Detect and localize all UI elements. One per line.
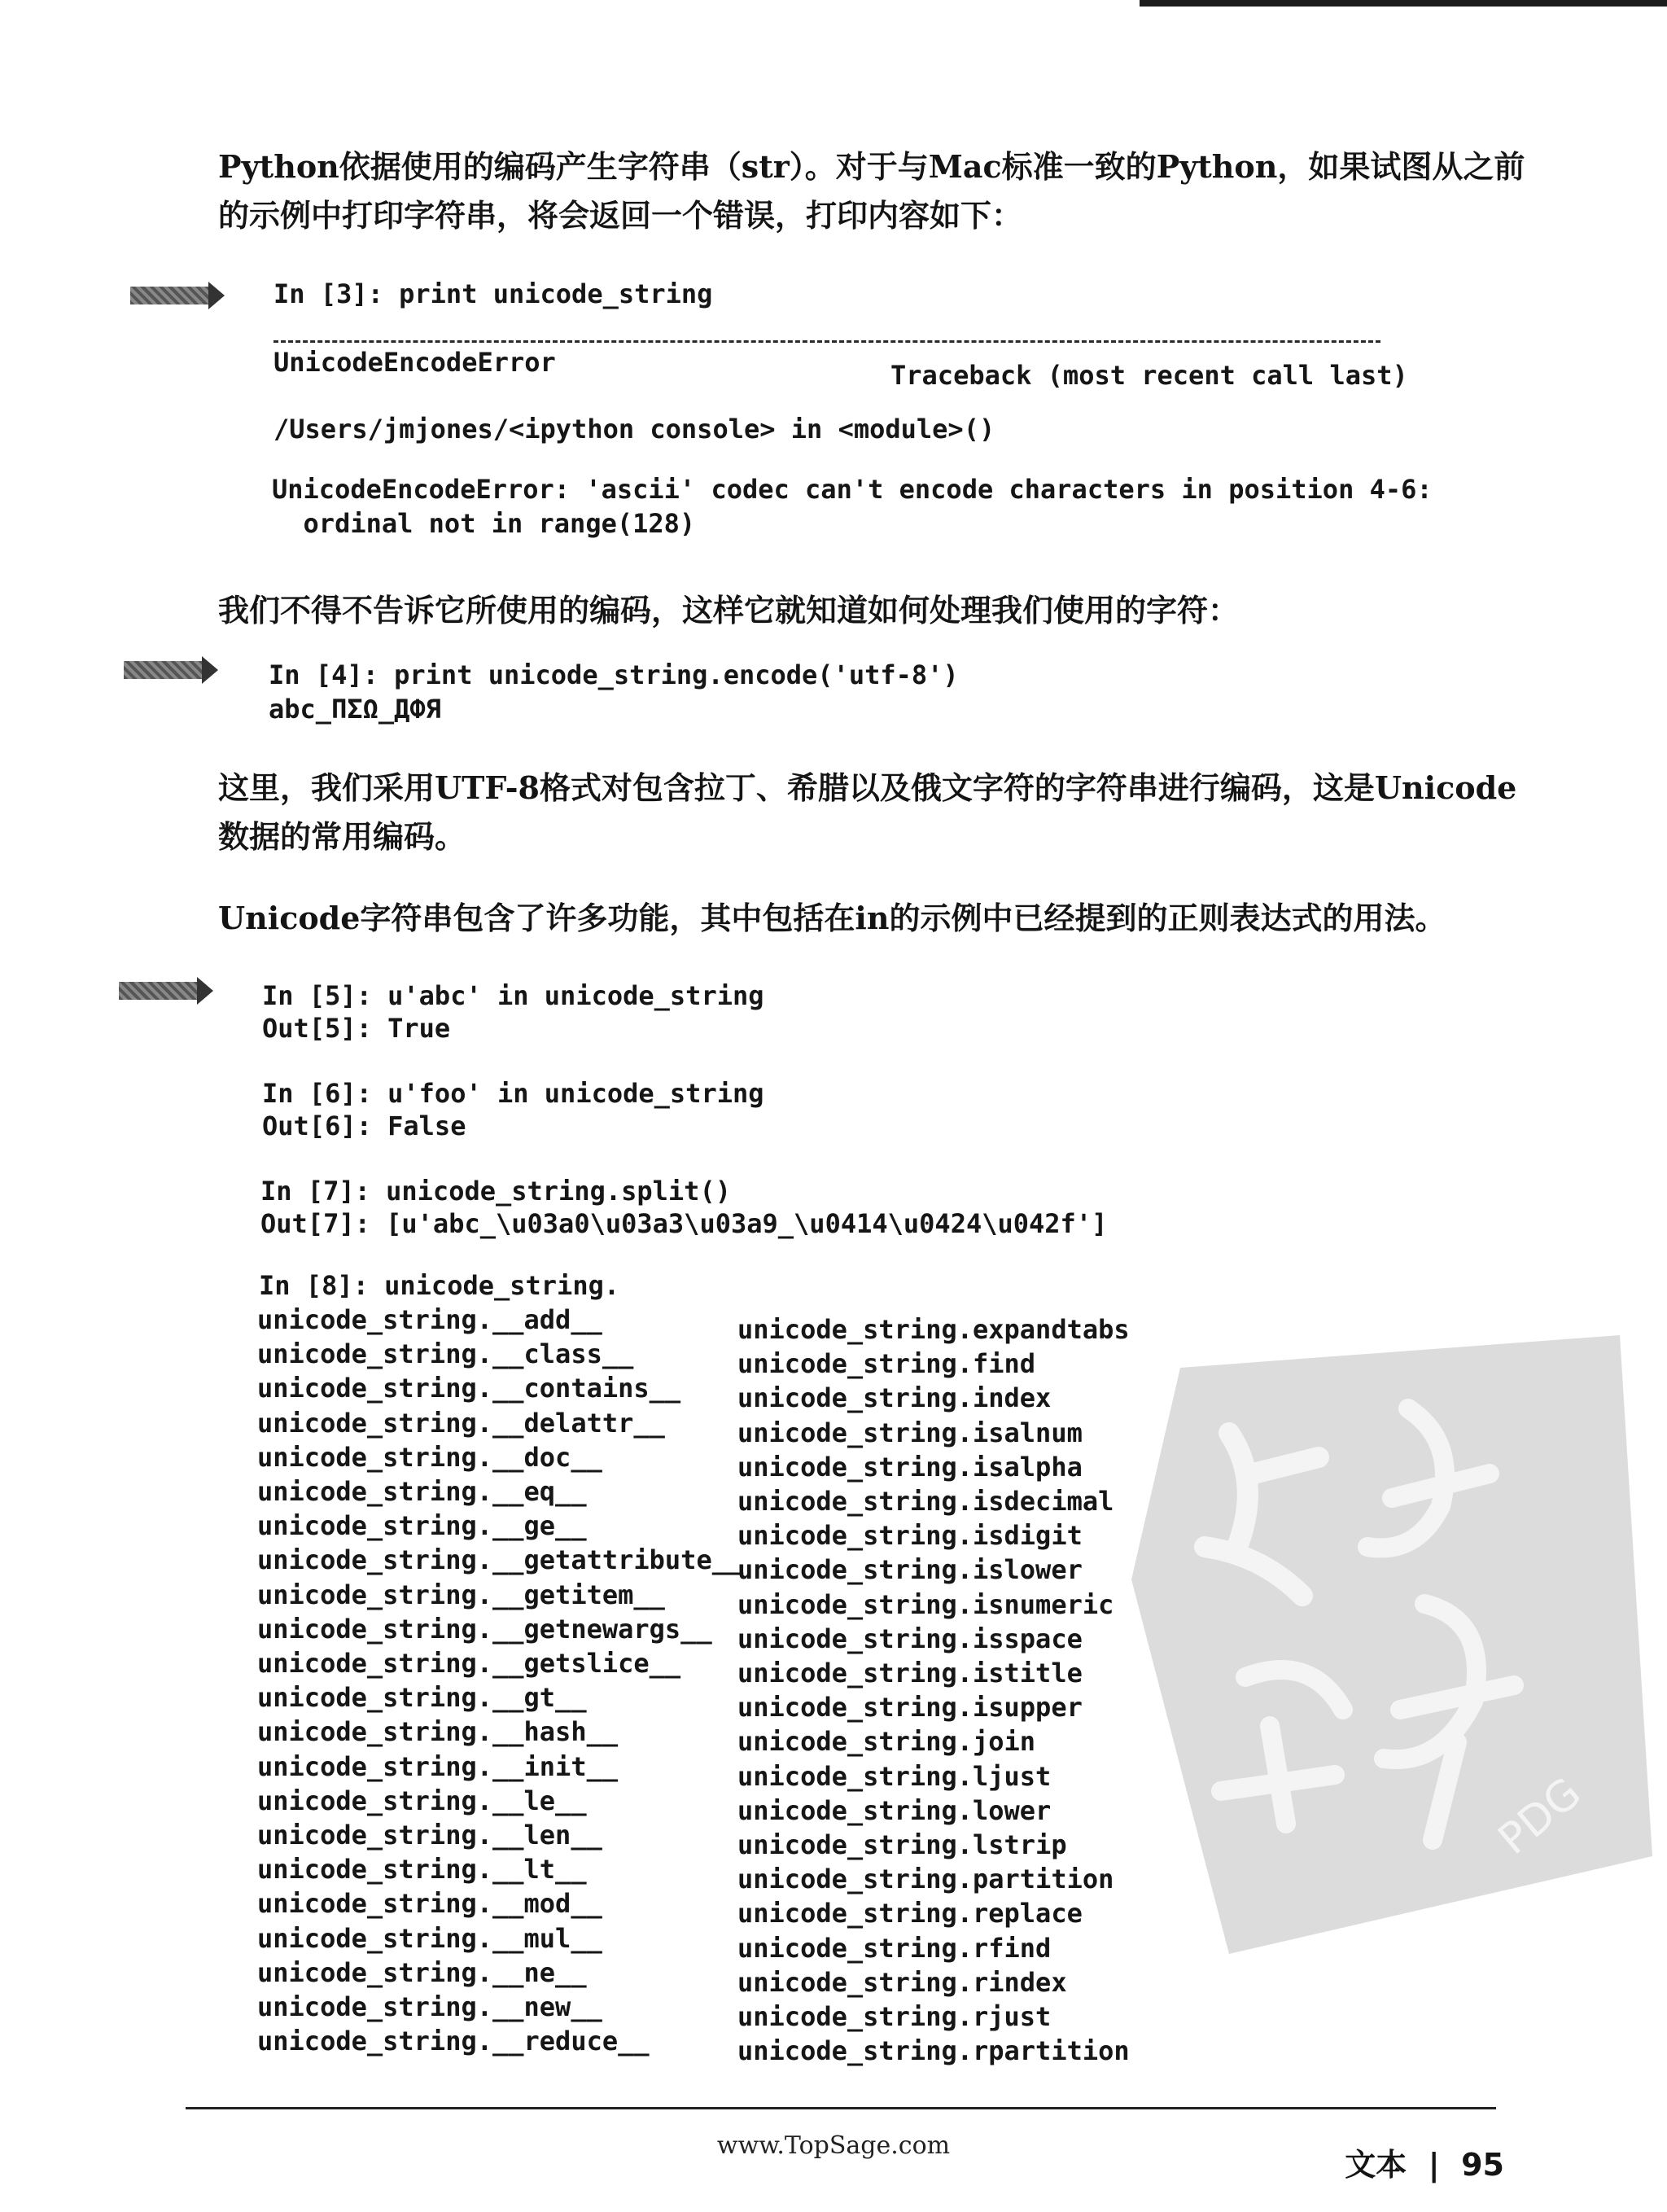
attribute-item: unicode_string.isdecimal <box>737 1486 1114 1518</box>
code-line-in4: In [4]: print unicode_string.encode('utf-8') <box>269 659 959 690</box>
attribute-item: unicode_string.__mod__ <box>257 1888 602 1920</box>
attribute-item: unicode_string.__class__ <box>257 1338 634 1370</box>
code-output-encoded: abc_ΠΣΩ_ДФЯ <box>269 694 441 725</box>
attribute-item: unicode_string.__le__ <box>257 1785 587 1816</box>
footer-url: www.TopSage.com <box>716 2131 951 2160</box>
attribute-item: unicode_string.replace <box>737 1898 1083 1929</box>
attribute-item: unicode_string.isspace <box>737 1623 1083 1654</box>
attribute-item: unicode_string.__mul__ <box>257 1922 602 1954</box>
code-line-out5: Out[5]: True <box>262 1013 451 1044</box>
attribute-item: unicode_string.__add__ <box>257 1304 602 1335</box>
attribute-item: unicode_string.join <box>737 1726 1036 1758</box>
attribute-item: unicode_string.partition <box>737 1864 1114 1895</box>
attribute-item: unicode_string.isalnum <box>737 1417 1083 1448</box>
footer-page-label <box>1345 2140 1504 2184</box>
attribute-item: unicode_string.__eq__ <box>257 1476 587 1508</box>
footer-chapter: 文本 <box>1345 2147 1407 2183</box>
footer-rule <box>186 2107 1496 2109</box>
attribute-item: unicode_string.__len__ <box>257 1820 602 1851</box>
attribute-item: unicode_string.isalpha <box>737 1451 1083 1483</box>
attribute-item: unicode_string.__lt__ <box>257 1854 587 1886</box>
attribute-item: unicode_string.rfind <box>737 1932 1052 1964</box>
attribute-item: unicode_string.__ge__ <box>257 1510 587 1542</box>
attribute-list-left <box>257 1303 743 2058</box>
attribute-item: unicode_string.lower <box>737 1794 1052 1826</box>
footer-separator: | <box>1428 2147 1440 2183</box>
code-error-message-1: UnicodeEncodeError: 'ascii' codec can't encode characters in position 4-6: <box>272 474 1433 505</box>
attribute-item: unicode_string.__contains__ <box>257 1373 681 1404</box>
attribute-item: unicode_string.__new__ <box>257 1991 602 2023</box>
attribute-item: unicode_string.__init__ <box>257 1750 619 1782</box>
code-marker-arrow-icon <box>124 661 202 679</box>
attribute-item: unicode_string.__gt__ <box>257 1682 587 1714</box>
attribute-item: unicode_string.__reduce__ <box>257 2026 650 2057</box>
attribute-item: unicode_string.rindex <box>737 1966 1067 1998</box>
code-error-name: UnicodeEncodeError <box>273 347 556 378</box>
paragraph-unicode-features: Unicode字符串包含了许多功能，其中包括在in的示例中已经提到的正则表达式的用法。 <box>218 900 1446 936</box>
code-line-out7: Out[7]: [u'abc_\u03a0\u03a3\u03a9_\u0414\u0424\u042f'] <box>260 1208 1108 1239</box>
attribute-item: unicode_string.__getattribute__ <box>257 1544 744 1576</box>
watermark-text: PDG <box>1489 1768 1590 1864</box>
code-error-location: /Users/jmjones/<ipython console> in <module>() <box>273 414 995 445</box>
code-line-in7: In [7]: unicode_string.split() <box>260 1176 731 1207</box>
attribute-item: unicode_string.find <box>737 1348 1036 1380</box>
attribute-item: unicode_string.__doc__ <box>257 1441 602 1473</box>
code-line-out6: Out[6]: False <box>262 1110 466 1141</box>
code-error-message-2: ordinal not in range(128) <box>272 508 696 539</box>
attribute-item: unicode_string.isnumeric <box>737 1588 1114 1620</box>
footer-page-number: 95 <box>1461 2147 1504 2183</box>
paragraph-encoding-note: 我们不得不告诉它所使用的编码，这样它就知道如何处理我们使用的字符： <box>218 592 1240 629</box>
code-traceback-label: Traceback (most recent call last) <box>890 360 1408 391</box>
attribute-item: unicode_string.rpartition <box>737 2035 1130 2067</box>
attribute-item: unicode_string.istitle <box>737 1658 1083 1689</box>
attribute-item: unicode_string.__getnewargs__ <box>257 1613 712 1645</box>
attribute-item: unicode_string.__getslice__ <box>257 1648 681 1680</box>
attribute-item: unicode_string.ljust <box>737 1760 1052 1792</box>
attribute-item: unicode_string.index <box>737 1382 1052 1414</box>
attribute-list-right <box>737 1312 1130 2068</box>
attribute-item: unicode_string.__ne__ <box>257 1956 587 1988</box>
library-seal-watermark <box>1131 1335 1652 1957</box>
top-edge-rule <box>1140 0 1667 7</box>
attribute-item: unicode_string.expandtabs <box>737 1314 1130 1345</box>
code-line-in8: In [8]: unicode_string. <box>259 1270 620 1301</box>
code-line-in6: In [6]: u'foo' in unicode_string <box>262 1078 764 1109</box>
code-marker-arrow-icon <box>130 287 208 304</box>
attribute-item: unicode_string.isupper <box>737 1692 1083 1724</box>
attribute-item: unicode_string.__getitem__ <box>257 1579 665 1610</box>
code-marker-arrow-icon <box>119 982 197 1000</box>
code-line-in3: In [3]: print unicode_string <box>273 278 713 309</box>
attribute-item: unicode_string.__delattr__ <box>257 1407 665 1439</box>
code-line-in5: In [5]: u'abc' in unicode_string <box>262 980 764 1011</box>
traceback-separator <box>273 340 1380 343</box>
paragraph-intro: Python依据使用的编码产生字符串（str）。对于与Mac标准一致的Python，如果试图从之前的示例中打印字符串，将会返回一个错误，打印内容如下： <box>218 148 1525 234</box>
attribute-item: unicode_string.lstrip <box>737 1829 1067 1861</box>
attribute-item: unicode_string.islower <box>737 1554 1083 1586</box>
attribute-item: unicode_string.rjust <box>737 2001 1052 2033</box>
paragraph-utf8-note: 这里，我们采用UTF-8格式对包含拉丁、希腊以及俄文字符的字符串进行编码，这是Unicode数据的常用编码。 <box>218 769 1517 855</box>
attribute-item: unicode_string.__hash__ <box>257 1716 619 1748</box>
attribute-item: unicode_string.isdigit <box>737 1520 1083 1552</box>
